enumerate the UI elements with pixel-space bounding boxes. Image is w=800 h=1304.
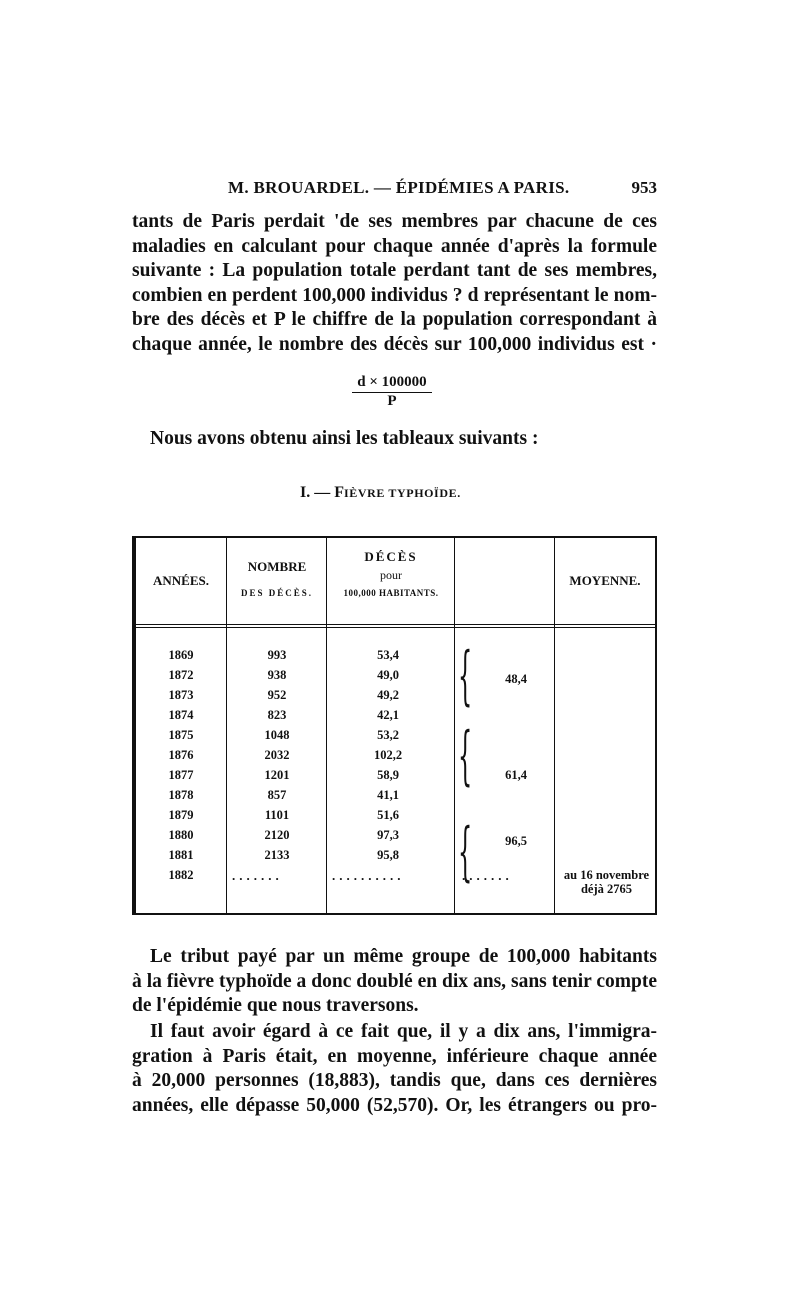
page-number: 953 (631, 178, 657, 197)
brace-icon: { (458, 815, 473, 889)
dots-leader: .......... (332, 868, 405, 883)
tables-intro: Nous avons obtenu ainsi les tableaux suivants : (150, 428, 539, 449)
table-title (300, 484, 461, 502)
text-line: années, elle dépasse 50,000 (52,570). Or, les étrangers ou pro- (132, 1094, 657, 1116)
text-line: Le tribut payé par un même groupe de 100,000 habitants (150, 946, 657, 967)
table-title-text: IÈVRE TYPHOÏDE. (344, 486, 461, 500)
moyenne-value: 48,4 (505, 672, 527, 686)
dots-leader: ....... (232, 868, 283, 883)
header-deces-line2: pour (380, 568, 402, 582)
deaths-rate-cell: 53,4 (377, 648, 399, 662)
deaths-count-cell: 2133 (264, 848, 290, 862)
year-cell: 1873 (168, 688, 194, 702)
year-cell: 1875 (168, 728, 194, 742)
deaths-count-cell: 2120 (264, 828, 290, 842)
text-line: bre des décès et P le chiffre de la population correspondant à (132, 309, 657, 330)
deaths-count-cell: 2032 (264, 748, 290, 762)
moyenne-value: 61,4 (505, 768, 527, 782)
deaths-count-cell: 952 (267, 688, 287, 702)
text-line: à la fièvre typhoïde a donc doublé en dix ans, sans tenir compte (132, 970, 657, 992)
deaths-rate-cell: 49,2 (377, 688, 399, 702)
deaths-rate-cell: 49,0 (377, 668, 399, 682)
brace-icon: { (458, 719, 473, 793)
deaths-rate-cell: 53,2 (377, 728, 399, 742)
running-header (132, 178, 657, 202)
column-divider (326, 538, 327, 913)
year-cell: 1876 (168, 748, 194, 762)
year-cell: 1869 (168, 648, 194, 662)
header-moyenne: MOYENNE. (569, 573, 641, 588)
column-divider (226, 538, 227, 913)
deaths-count-cell: 1048 (264, 728, 290, 742)
header-divider (136, 624, 655, 625)
text-line: combien en perdent 100,000 individus ? d représentant le nom- (132, 284, 657, 306)
text-line: tants de Paris perdait 'de ses membres par chacune de ces (132, 211, 657, 232)
running-title: M. BROUARDEL. — ÉPIDÉMIES A PARIS. (228, 178, 570, 197)
text-line: gration à Paris était, en moyenne, inférieure chaque année (132, 1045, 657, 1067)
deaths-count-cell: 993 (267, 648, 287, 662)
header-deces-line3: 100,000 HABITANTS. (343, 588, 439, 598)
note-1882 (556, 868, 657, 896)
mortality-table (132, 536, 657, 915)
deaths-rate-cell: 41,1 (377, 788, 399, 802)
deaths-rate-cell: 97,3 (377, 828, 399, 842)
header-nombre-line2: DES DÉCÈS. (240, 588, 314, 598)
year-cell: 1877 (168, 768, 194, 782)
column-divider (554, 538, 555, 913)
column-divider (454, 538, 455, 913)
formula-numerator: d × 100000 (352, 374, 432, 393)
deaths-count-cell: 823 (267, 708, 287, 722)
header-annees: ANNÉES. (153, 573, 209, 588)
year-cell: 1879 (168, 808, 194, 822)
text-line: maladies en calculant pour chaque année d'après la formule (132, 235, 657, 257)
header-divider (136, 627, 655, 628)
header-deces-line1: DÉCÈS (364, 549, 418, 564)
moyenne-value: 96,5 (505, 834, 527, 848)
header-nombre-line1: NOMBRE (247, 559, 307, 574)
note-line2: déjà 2765 (580, 882, 633, 896)
year-cell: 1880 (168, 828, 194, 842)
header-nombre (228, 558, 326, 602)
paragraph-3 (132, 1020, 657, 1118)
dots-leader: ....... (462, 868, 513, 883)
table-title-prefix: I. — F (300, 484, 344, 501)
deaths-count-cell: 857 (267, 788, 287, 802)
year-cell: 1878 (168, 788, 194, 802)
paragraph-1 (132, 210, 657, 357)
deaths-count-cell: 938 (267, 668, 287, 682)
header-deces (328, 548, 454, 602)
paragraph-2 (132, 945, 657, 1019)
text-line: Il faut avoir égard à ce fait que, il y a dix ans, l'immigra- (150, 1021, 657, 1042)
text-line: à 20,000 personnes (18,883), tandis que, dans ces dernières (132, 1070, 657, 1091)
year-cell: 1882 (168, 868, 194, 882)
year-cell: 1874 (168, 708, 194, 722)
deaths-count-cell: 1201 (264, 768, 290, 782)
formula (352, 374, 432, 409)
deaths-rate-cell: 102,2 (373, 748, 403, 762)
deaths-rate-cell: 95,8 (377, 848, 399, 862)
deaths-rate-cell: 58,9 (377, 768, 399, 782)
deaths-rate-cell: 51,6 (377, 808, 399, 822)
text-line: chaque année, le nombre des décès sur 100,000 individus est · (132, 333, 657, 355)
deaths-rate-cell: 42,1 (377, 708, 399, 722)
year-cell: 1872 (168, 668, 194, 682)
note-line1: au 16 novembre (563, 868, 650, 882)
brace-icon: { (458, 639, 473, 713)
text-line: de l'épidémie que nous traversons. (132, 995, 419, 1016)
year-cell: 1881 (168, 848, 194, 862)
text-line: suivante : La population totale perdant tant de ses membres, (132, 260, 657, 281)
formula-denominator: P (387, 393, 397, 409)
deaths-count-cell: 1101 (264, 808, 290, 822)
